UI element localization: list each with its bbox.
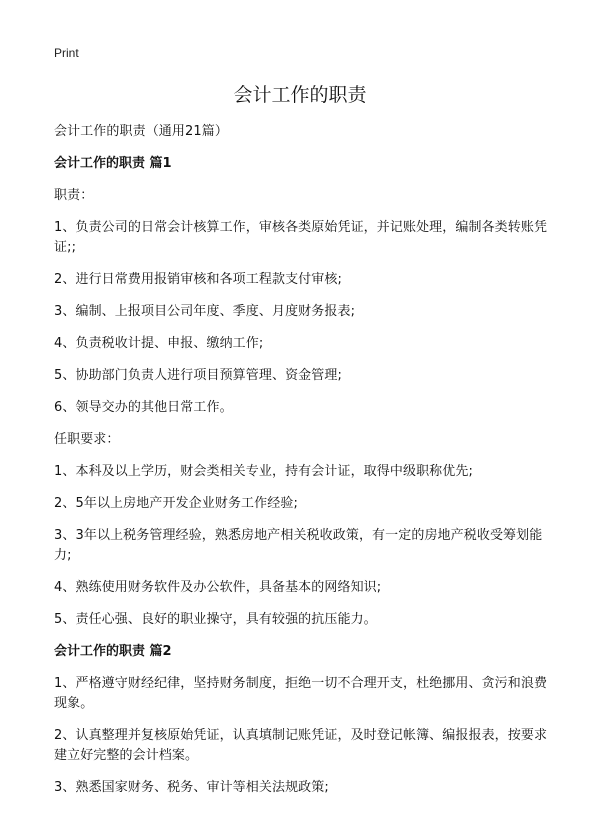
paragraph: 4、负责税收计提、申报、缴纳工作; bbox=[54, 336, 264, 351]
paragraph: 6、领导交办的其他日常工作。 bbox=[54, 400, 233, 415]
paragraph: 5、责任心强、良好的职业操守，具有较强的抗压能力。 bbox=[54, 612, 377, 627]
print-label: Print bbox=[54, 46, 79, 60]
paragraph: 5、协助部门负责人进行项目预算管理、资金管理; bbox=[54, 368, 342, 383]
paragraph: 职责： bbox=[54, 188, 94, 203]
document-body bbox=[54, 122, 554, 810]
section-2 bbox=[54, 642, 554, 798]
section-1 bbox=[54, 154, 554, 630]
paragraph: 1、严格遵守财经纪律，坚持财务制度，拒绝一切不合理开支，杜绝挪用、贪污和浪费现象。 bbox=[54, 676, 548, 711]
paragraph: 3、编制、上报项目公司年度、季度、月度财务报表; bbox=[54, 304, 356, 319]
section-heading: 会计工作的职责 篇1 bbox=[54, 156, 172, 171]
document-title: 会计工作的职责 bbox=[233, 84, 367, 106]
paragraph: 2、认真整理并复核原始凭证，认真填制记账凭证，及时登记帐簿、编报报表，按要求建立好完整的会计档案。 bbox=[54, 728, 548, 763]
paragraph: 4、熟练使用财务软件及办公软件，具备基本的网络知识; bbox=[54, 580, 382, 595]
paragraph: 任职要求： bbox=[54, 432, 120, 447]
paragraph: 3、3年以上税务管理经验，熟悉房地产相关税收政策，有一定的房地产税收受筹划能力; bbox=[54, 528, 543, 563]
paragraph: 1、本科及以上学历，财会类相关专业，持有会计证，取得中级职称优先; bbox=[54, 464, 473, 479]
paragraph: 2、5年以上房地产开发企业财务工作经验; bbox=[54, 496, 298, 511]
paragraph: 3、熟悉国家财务、税务、审计等相关法规政策; bbox=[54, 780, 329, 795]
document-subtitle: 会计工作的职责（通用21篇） bbox=[54, 124, 228, 139]
section-heading: 会计工作的职责 篇2 bbox=[54, 644, 172, 659]
paragraph: 1、负责公司的日常会计核算工作，审核各类原始凭证，并记账处理，编制各类转账凭证;; bbox=[54, 220, 548, 255]
paragraph: 2、进行日常费用报销审核和各项工程款支付审核; bbox=[54, 272, 342, 287]
